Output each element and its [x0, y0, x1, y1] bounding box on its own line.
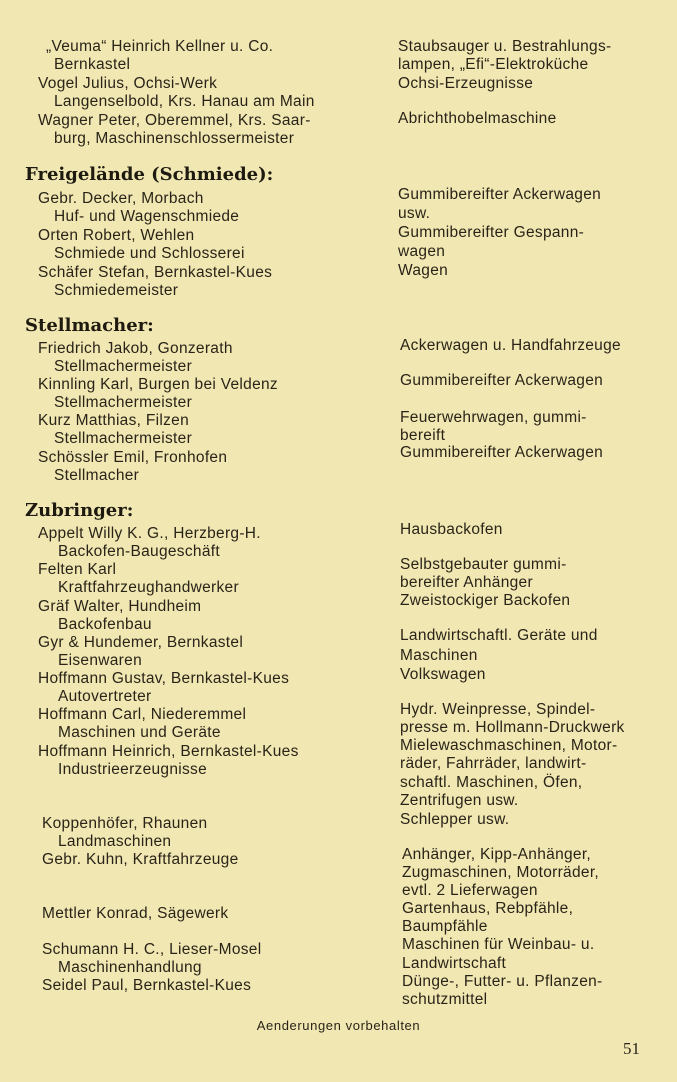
item-line: Feuerwehrwagen, gummi-: [400, 409, 587, 426]
item-line: räder, Fahrräder, landwirt-: [400, 755, 587, 772]
item-line: Hausbackofen: [400, 521, 503, 538]
entry-line: Kurz Matthias, Filzen: [38, 412, 190, 429]
entry-line: Gebr. Kuhn, Kraftfahrzeuge: [42, 851, 239, 868]
entry-line: Stellmachermeister: [54, 358, 193, 375]
footer-note: Aenderungen vorbehalten: [256, 1018, 421, 1033]
entry-line: Stellmachermeister: [54, 394, 193, 411]
entry-line: Huf- und Wagenschmiede: [54, 208, 240, 225]
entry-line: Industrieerzeugnisse: [58, 761, 208, 778]
item-line: evtl. 2 Lieferwagen: [402, 882, 538, 899]
item-line: Wagen: [398, 262, 449, 279]
entry-line: Backofen-Baugeschäft: [58, 543, 220, 560]
entry-line: Stellmacher: [54, 467, 140, 484]
item-line: Dünge-, Futter- u. Pflanzen-: [402, 973, 603, 990]
entry-line: Appelt Willy K. G., Herzberg-H.: [38, 525, 261, 542]
entry-line: Schössler Emil, Fronhofen: [38, 449, 228, 466]
item-line: lampen, „Efi“-Elektroküche: [398, 56, 589, 73]
entry-line: Wagner Peter, Oberemmel, Krs. Saar-: [38, 112, 311, 129]
entry-line: Hoffmann Gustav, Bernkastel-Kues: [38, 670, 290, 687]
entry-line: Schäfer Stefan, Bernkastel-Kues: [38, 264, 273, 281]
item-line: Gummibereifter Ackerwagen: [400, 444, 604, 461]
entry-line: „Veuma“ Heinrich Kellner u. Co.: [46, 38, 274, 55]
page-number: 51: [623, 1039, 640, 1058]
section-heading-zubringer: Zubringer:: [25, 500, 134, 521]
entry-line: Orten Robert, Wehlen: [38, 227, 195, 244]
entry-line: Bernkastel: [54, 56, 131, 73]
entry-line: Landmaschinen: [58, 833, 172, 850]
item-line: Zugmaschinen, Motorräder,: [402, 864, 600, 881]
item-line: Gartenhaus, Rebpfähle,: [402, 900, 574, 917]
entry-line: Maschinenhandlung: [58, 959, 202, 976]
entry-line: Hoffmann Carl, Niederemmel: [38, 706, 247, 723]
entry-line: Koppenhöfer, Rhaunen: [42, 815, 208, 832]
item-line: Ochsi-Erzeugnisse: [398, 75, 534, 92]
item-line: bereifter Anhänger: [400, 574, 533, 591]
item-line: Hydr. Weinpresse, Spindel-: [400, 701, 596, 718]
entry-line: Autovertreter: [58, 688, 152, 705]
entry-line: Felten Karl: [38, 561, 117, 578]
entry-line: Maschinen und Geräte: [58, 724, 221, 741]
entry-line: Backofenbau: [58, 616, 152, 633]
entry-line: Stellmachermeister: [54, 430, 193, 447]
entry-line: Kraftfahrzeughandwerker: [58, 579, 239, 596]
item-line: Zentrifugen usw.: [400, 792, 519, 809]
item-line: Abrichthobelmaschine: [398, 110, 557, 127]
item-line: schaftl. Maschinen, Öfen,: [400, 774, 583, 791]
section-heading-freigelaende: Freigelände (Schmiede):: [25, 164, 274, 185]
item-line: bereift: [400, 427, 446, 444]
item-line: presse m. Hollmann-Druckwerk: [400, 719, 625, 736]
entry-line: Friedrich Jakob, Gonzerath: [38, 340, 233, 357]
item-line: Selbstgebauter gummi-: [400, 556, 567, 573]
entry-line: Gyr & Hundemer, Bernkastel: [38, 634, 244, 651]
entry-line: Gräf Walter, Hundheim: [38, 598, 202, 615]
entry-line: burg, Maschinenschlossermeister: [54, 130, 295, 147]
item-line: Anhänger, Kipp-Anhänger,: [402, 846, 592, 863]
item-line: Landwirtschaftl. Geräte und: [400, 627, 598, 644]
entry-line: Gebr. Decker, Morbach: [38, 190, 204, 207]
item-line: Gummibereifter Ackerwagen: [398, 186, 602, 203]
item-line: Staubsauger u. Bestrahlungs-: [398, 38, 612, 55]
item-line: Baumpfähle: [402, 918, 488, 935]
item-line: usw.: [398, 205, 431, 222]
entry-line: Seidel Paul, Bernkastel-Kues: [42, 977, 252, 994]
item-line: Maschinen: [400, 647, 478, 664]
entry-line: Mettler Konrad, Sägewerk: [42, 905, 229, 922]
item-line: Landwirtschaft: [402, 955, 507, 972]
item-line: wagen: [398, 243, 446, 260]
entry-line: Schumann H. C., Lieser-Mosel: [42, 941, 262, 958]
item-line: Mielewaschmaschinen, Motor-: [400, 737, 618, 754]
entry-line: Kinnling Karl, Burgen bei Veldenz: [38, 376, 278, 393]
item-line: Gummibereifter Ackerwagen: [400, 372, 604, 389]
section-heading-stellmacher: Stellmacher:: [25, 315, 154, 336]
entry-line: Schmiedemeister: [54, 282, 179, 299]
item-line: Zweistockiger Backofen: [400, 592, 571, 609]
entry-line: Hoffmann Heinrich, Bernkastel-Kues: [38, 743, 299, 760]
item-line: Ackerwagen u. Handfahrzeuge: [400, 337, 621, 354]
item-line: Volkswagen: [400, 666, 486, 683]
entry-line: Schmiede und Schlosserei: [54, 245, 245, 262]
entry-line: Langenselbold, Krs. Hanau am Main: [54, 93, 315, 110]
item-line: schutzmittel: [402, 991, 488, 1008]
entry-line: Vogel Julius, Ochsi-Werk: [38, 75, 218, 92]
item-line: Schlepper usw.: [400, 811, 510, 828]
item-line: Gummibereifter Gespann-: [398, 224, 585, 241]
entry-line: Eisenwaren: [58, 652, 142, 669]
item-line: Maschinen für Weinbau- u.: [402, 936, 595, 953]
